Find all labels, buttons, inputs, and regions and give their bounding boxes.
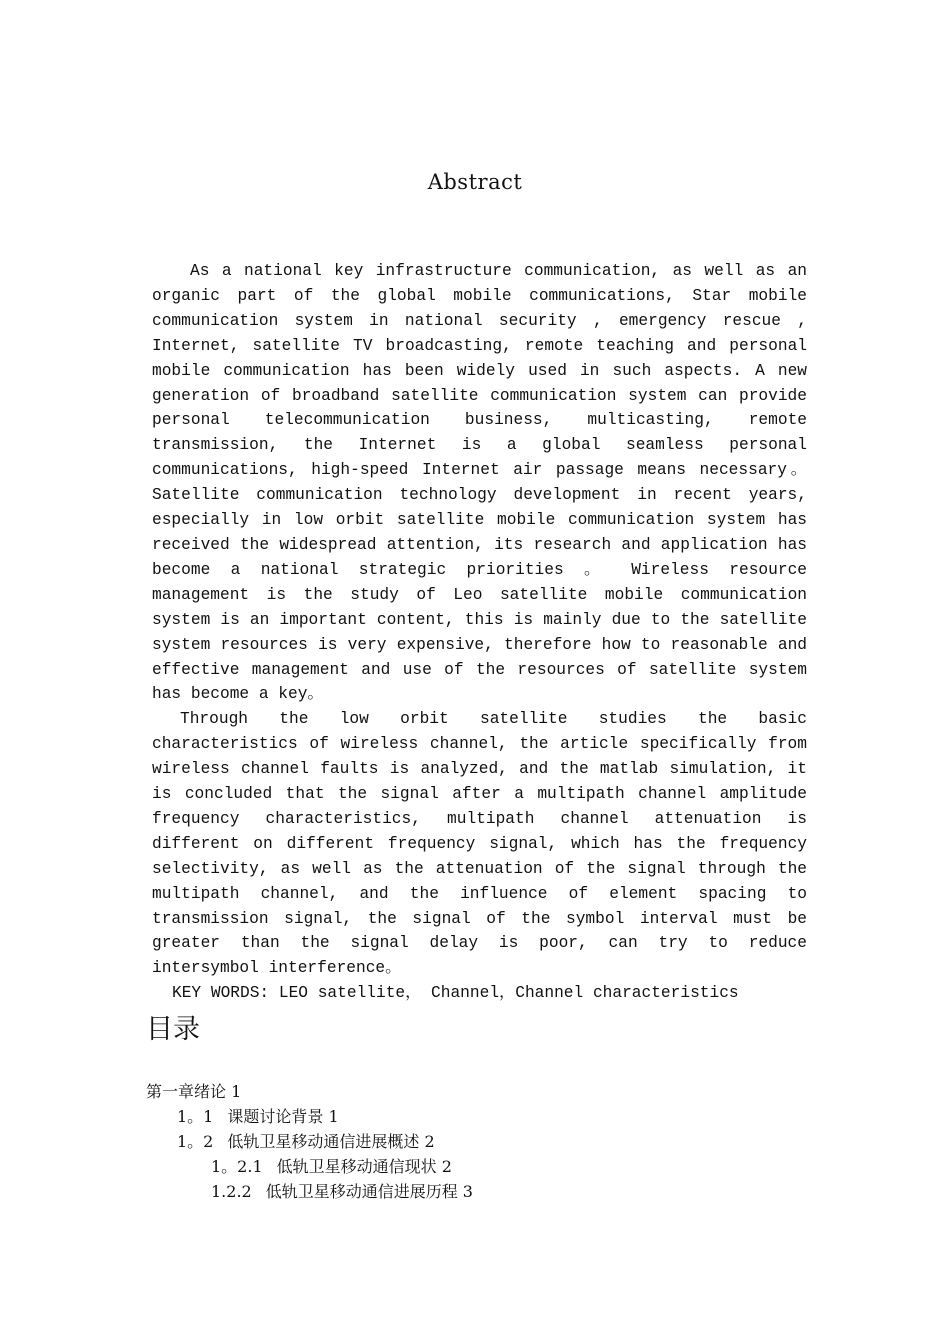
toc-entry-text: 第一章绪论 1: [146, 1082, 242, 1101]
toc-entry-text: 低轨卫星移动通信进展历程 3: [265, 1182, 473, 1201]
toc-entry-1-2-1[interactable]: [211, 1154, 452, 1179]
toc-entry-1-2[interactable]: [177, 1129, 435, 1154]
abstract-paragraph-1: As a national key infrastructure communication, as well as an organic part of the global mobile communications, Star mobile communication system in national security , emergency rescue , Internet, satellite TV broadcasting, remote teaching and personal mobile communication has been widely used in such aspects. A new generation of broadband satellite communication system can provide personal telecommunication business, multicasting, remote transmission, the Internet is a global seamless personal communications, high-speed Internet air passage means necessary。 Satellite communication technology development in recent years, especially in low orbit satellite mobile communication system has received the widespread attention, its research and application has become a national strategic priorities 。 Wireless resource management is the study of Leo satellite mobile communication system is an important content, this is mainly due to the satellite system resources is very expensive, therefore how to reasonable and effective management and use of the resources of satellite system has become a key。: [152, 262, 807, 704]
toc-entry-text: 低轨卫星移动通信现状 2: [276, 1157, 452, 1176]
abstract-body: [152, 259, 807, 981]
toc-entry-1-2-2[interactable]: [211, 1179, 473, 1204]
toc-entry-text: 低轨卫星移动通信进展概述 2: [227, 1132, 435, 1151]
toc-entry-number: 1.2.2: [211, 1182, 252, 1201]
abstract-heading: Abstract: [427, 170, 523, 194]
keywords-line: KEY WORDS: LEO satellite， Channel，Channel characteristics: [172, 984, 739, 1002]
toc-entry-number: 1。2: [177, 1132, 214, 1151]
toc-entry-chapter-1[interactable]: [146, 1079, 241, 1104]
toc-entry-number: 1。1: [177, 1107, 214, 1126]
abstract-paragraph-2: Through the low orbit satellite studies the basic characteristics of wireless channel, the article specifically from wireless channel faults is analyzed, and the matlab simulation, it is concluded that the signal after a multipath channel amplitude frequency characteristics, multipath channel attenuation is different on different frequency signal, which has the frequency selectivity, as well as the attenuation of the signal through the multipath channel, and the influence of element spacing to transmission signal, the signal of the symbol interval must be greater than the signal delay is poor, can try to reduce intersymbol interference。: [152, 710, 807, 978]
toc-entry-1-1[interactable]: [177, 1104, 339, 1129]
toc-entry-number: 1。2.1: [211, 1157, 263, 1176]
toc-heading: 目录: [146, 1014, 200, 1045]
toc-entry-text: 课题讨论背景 1: [227, 1107, 339, 1126]
